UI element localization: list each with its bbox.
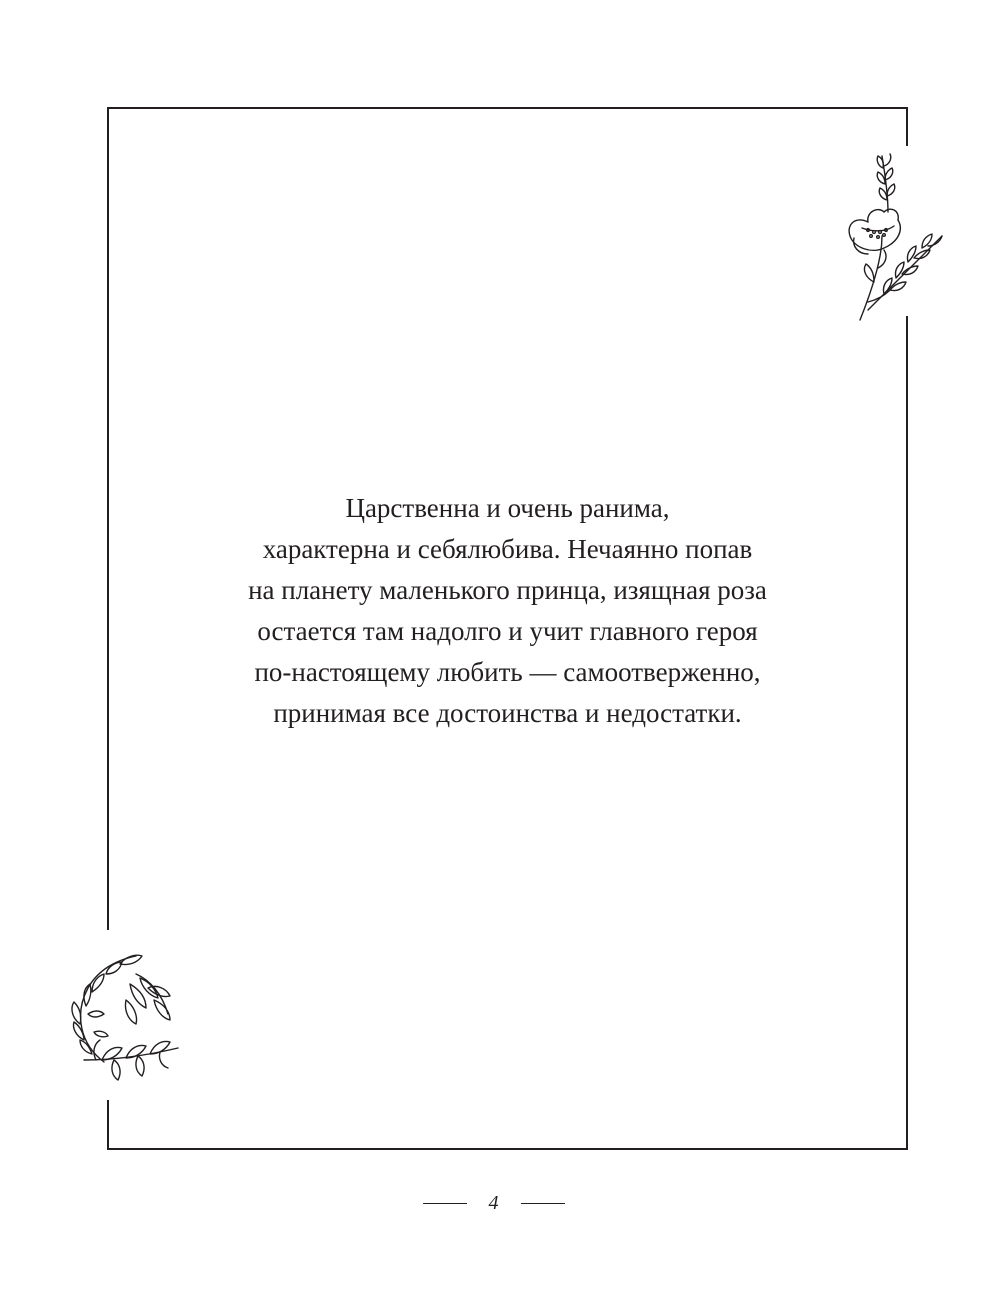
- paragraph-line: Царственна и очень ранима,: [345, 493, 670, 523]
- paragraph-line: принимая все достоинства и недостатки.: [273, 698, 742, 728]
- paragraph-line: на планету маленького принца, изящная роза: [248, 575, 767, 605]
- folio-rule-left: [423, 1203, 467, 1204]
- main-paragraph: [140, 488, 875, 734]
- page-footer: [0, 1188, 987, 1218]
- folio-rule-right: [521, 1203, 565, 1204]
- paragraph-line: по-настоящему любить — самоотверженно,: [254, 657, 761, 687]
- page-number: 4: [488, 1191, 499, 1214]
- flower-sprig-icon: [838, 150, 948, 325]
- paragraph-line: остается там надолго и учит главного героя: [257, 616, 758, 646]
- paragraph-line: характерна и себялюбива. Нечаянно попав: [262, 534, 753, 564]
- leaf-wreath-icon: [66, 944, 184, 1084]
